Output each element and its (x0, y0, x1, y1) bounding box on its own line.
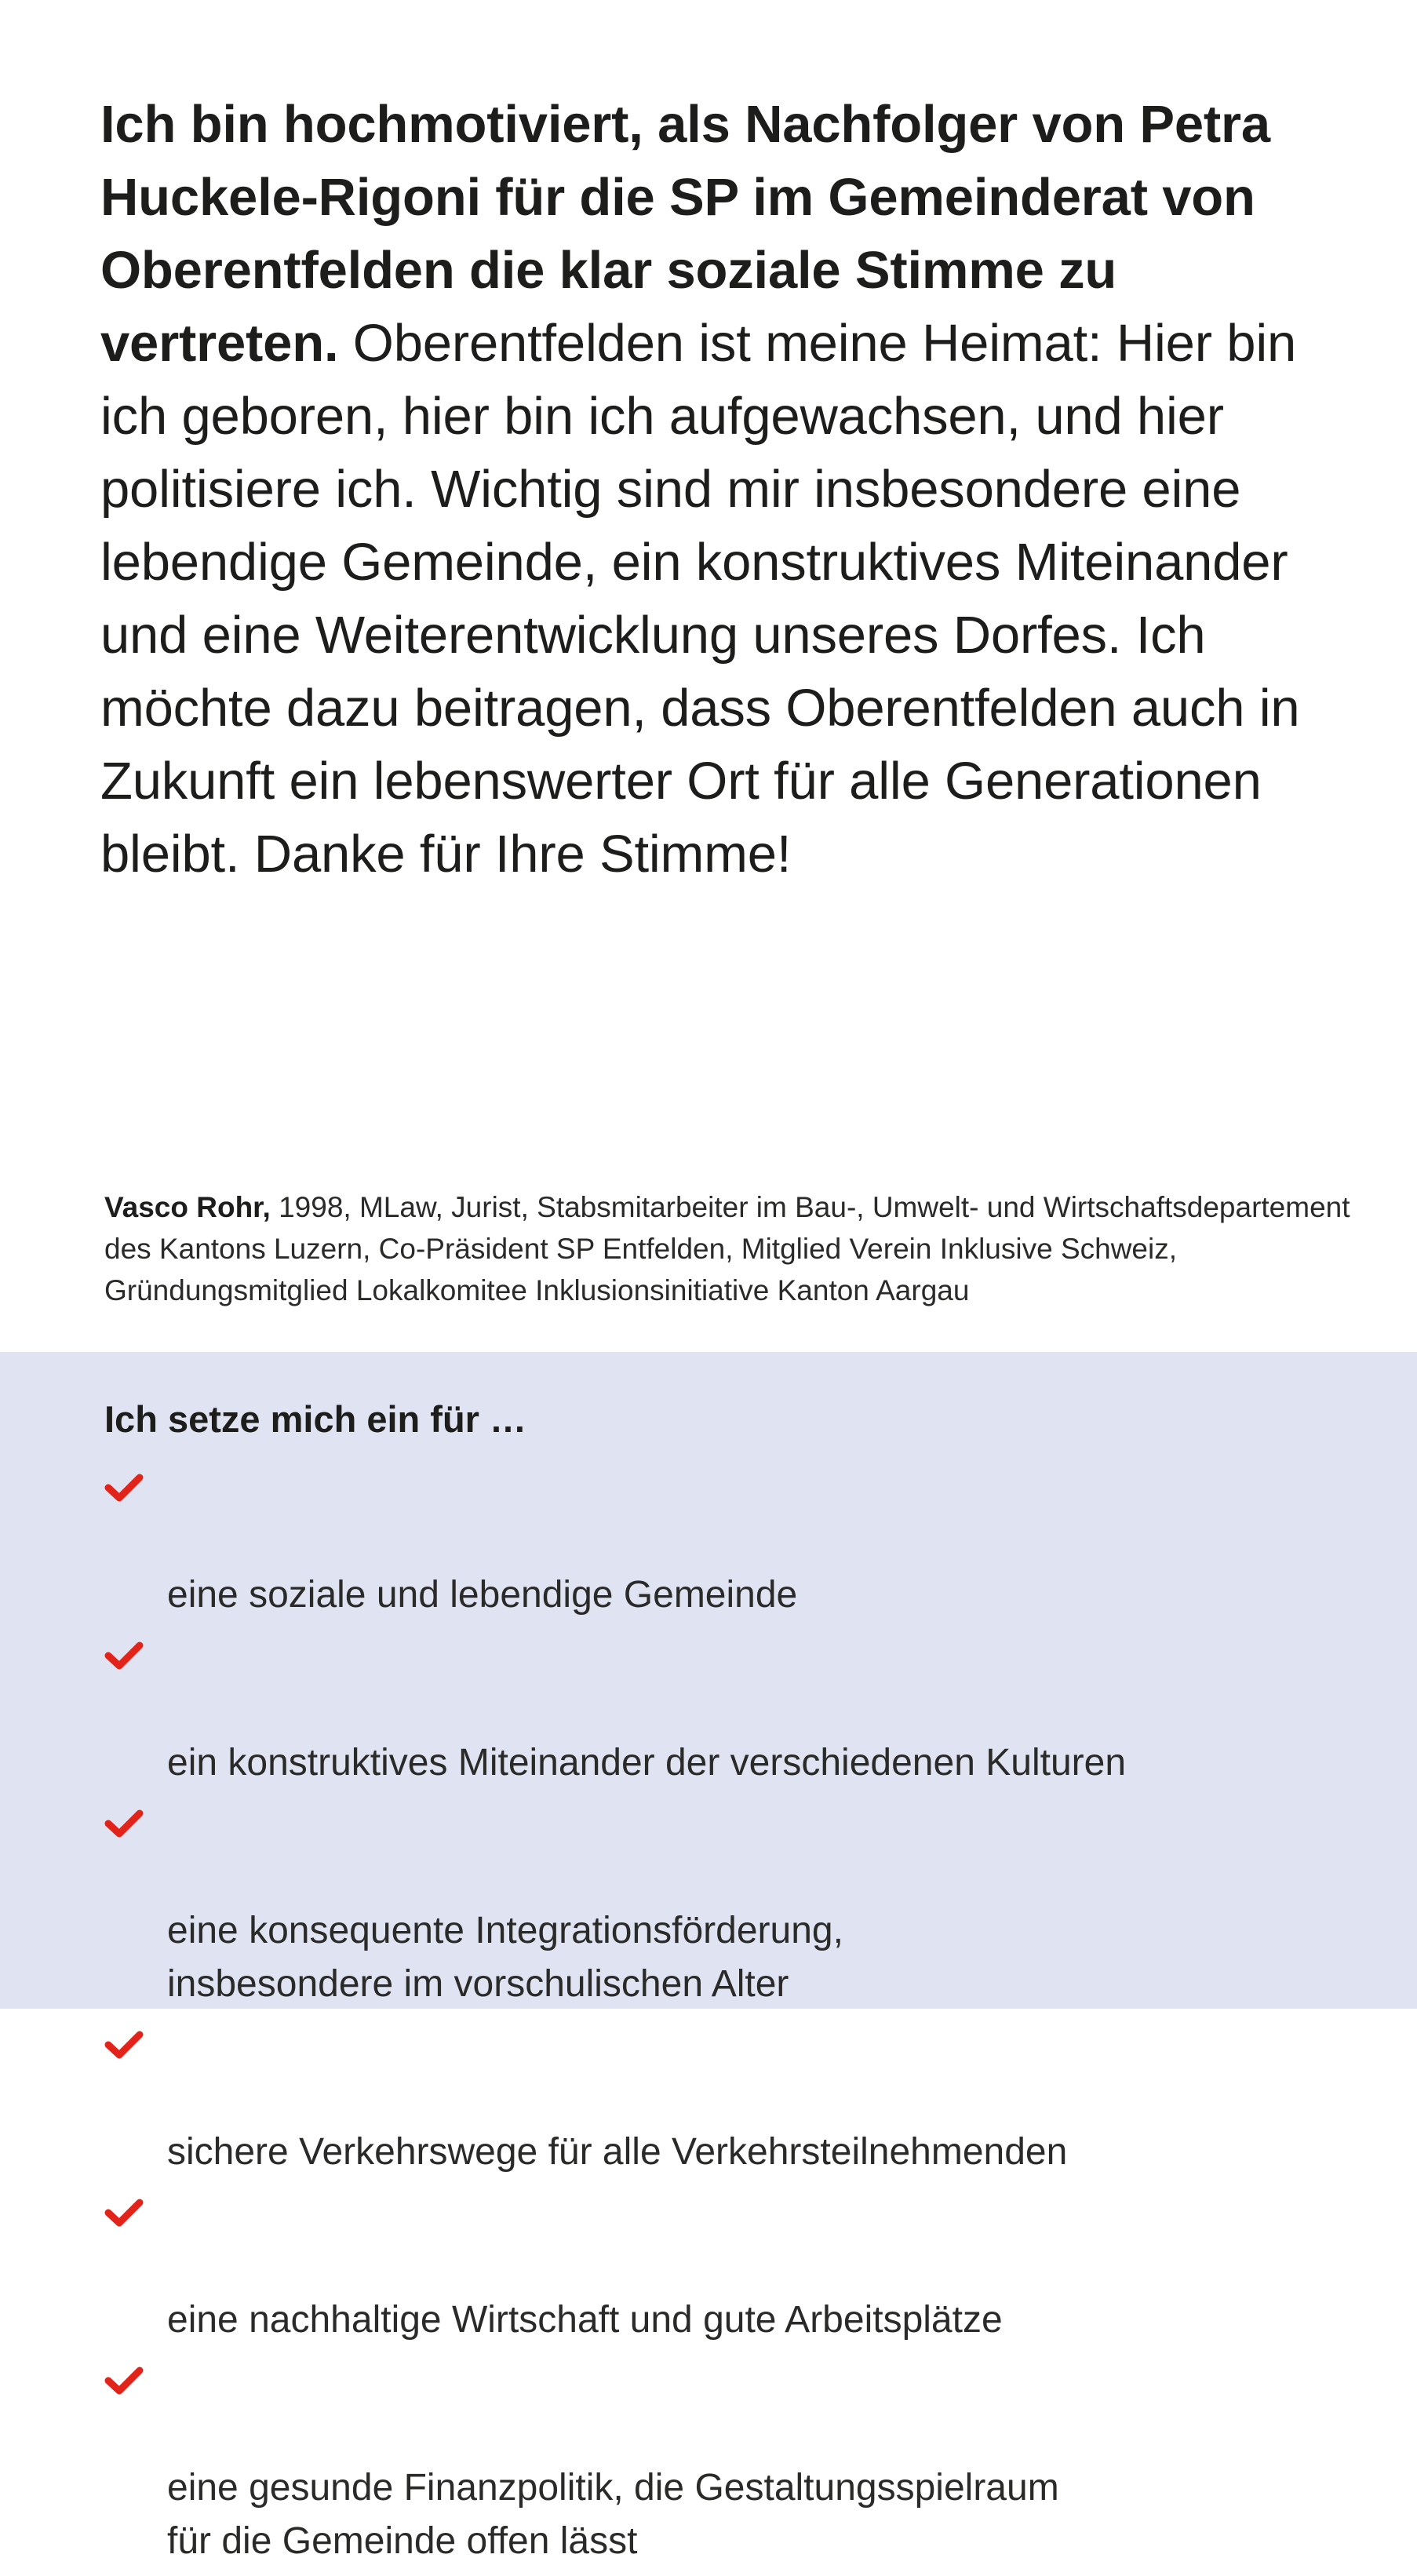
list-item (104, 2355, 1360, 2568)
checkmark-icon (104, 2366, 144, 2396)
intro-body: Oberentfelden ist meine Heimat: Hier bin ich geboren, hier bin ich aufgewachsen, und hier politisiere ich. Wichtig sind mir insbesondere eine lebendige Gemeinde, ein konstruktives Miteinander und eine Weiterentwicklung unseres Dorfes. Ich möchte dazu beitragen, dass Oberentfelden auch in Zukunft ein lebenswerter Ort für alle Generationen bleibt. Danke für Ihre Stimme! (100, 314, 1300, 884)
commitment-text: eine konsequente Integrationsförderung, insbesondere im vorschulischen Alter (167, 1910, 843, 2005)
commitment-text: sichere Verkehrswege für alle Verkehrsteilnehmenden (167, 2131, 1068, 2173)
list-item (104, 2187, 1360, 2347)
checkmark-icon (104, 1473, 144, 1503)
candidate-bio (104, 1186, 1360, 1311)
list-item (104, 1630, 1360, 1790)
list-item (104, 1462, 1360, 1622)
checkmark-icon (104, 1809, 144, 1838)
checkmark-icon (104, 1641, 144, 1671)
intro-statement (100, 88, 1324, 891)
candidate-name: Vasco Rohr, (104, 1191, 271, 1223)
commitment-text: ein konstruktives Miteinander der verschiedenen Kulturen (167, 1742, 1127, 1784)
commitments-list (104, 1462, 1360, 2576)
list-item (104, 2019, 1360, 2179)
commitments-panel (0, 1352, 1417, 2562)
checkmark-icon (104, 2030, 144, 2060)
intro-lead: Ich bin hochmotiviert, als Nachfolger von Petra Huckele-Rigoni für die SP im Gemeinderat von Oberentfelden die klar soziale Stimme zu vertreten. (100, 95, 1270, 373)
checkmark-icon (104, 2198, 144, 2228)
commitment-text: eine nachhaltige Wirtschaft und gute Arbeitsplätze (167, 2299, 1003, 2341)
commitment-text: eine soziale und lebendige Gemeinde (167, 1574, 798, 1616)
commitments-title: Ich setze mich ein für … (104, 1398, 527, 1440)
candidate-details: 1998, MLaw, Jurist, Stabsmitarbeiter im Bau-, Umwelt- und Wirtschaftsdepartement des Kantons Luzern, Co-Präsident SP Entfelden, Mitglied Verein Inklusive Schweiz, Gründungsmitglied Lokalkomitee Inklusionsinitiative Kanton Aargau (104, 1191, 1350, 1306)
list-item (104, 1798, 1360, 2011)
commitment-text: eine gesunde Finanzpolitik, die Gestaltungsspielraum für die Gemeinde offen lässt (167, 2467, 1059, 2562)
